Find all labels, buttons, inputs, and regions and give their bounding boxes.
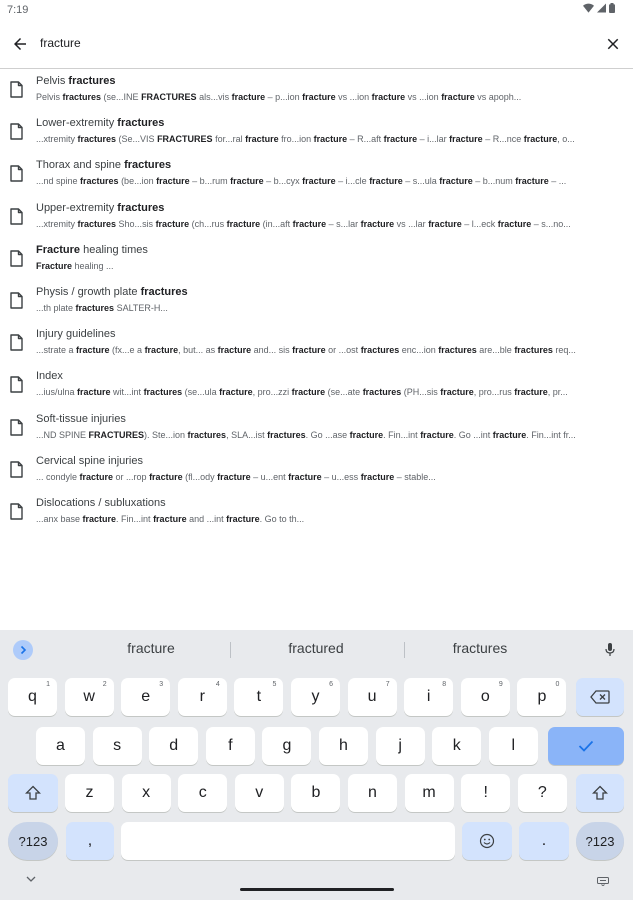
key-u[interactable] (348, 678, 397, 716)
document-icon-wrapper (10, 419, 23, 441)
result-title-match: fractures (117, 201, 165, 214)
key-label: ! (483, 784, 488, 801)
search-bar (0, 22, 633, 69)
document-icon (10, 461, 23, 478)
status-bar (0, 0, 633, 22)
arrow-back-icon (11, 35, 29, 53)
key-label: e (141, 688, 151, 705)
result-title (36, 286, 188, 298)
key-j[interactable] (376, 727, 425, 765)
search-result-item[interactable] (0, 70, 633, 112)
key-t[interactable] (234, 678, 283, 716)
result-title-text: Thorax and spine (36, 159, 125, 172)
key-label: v (255, 784, 264, 801)
result-title (36, 497, 166, 509)
comma-key[interactable]: , (66, 822, 114, 860)
document-icon (10, 419, 23, 436)
suggestion-1[interactable]: fracture (127, 640, 175, 656)
key-label: s (113, 737, 122, 754)
result-title-text: Lower-extremity (36, 117, 118, 130)
key-label: g (282, 737, 292, 754)
shift-key-left[interactable] (8, 774, 58, 812)
key-label: b (311, 784, 321, 801)
search-result-item[interactable] (0, 197, 633, 239)
key-q[interactable] (8, 678, 57, 716)
result-snippet: Fracture healing ... (36, 260, 114, 271)
result-title-match: fractures (117, 117, 165, 130)
key-label: q (28, 688, 37, 705)
result-title-match: fractures (68, 75, 116, 87)
result-snippet: ...xtremity fractures Sho...sis fracture (ch...rus fracture (in...aft fracture – s...lar fracture vs ...lar fracture – l...eck fracture – s...no... (36, 218, 571, 229)
document-icon (10, 165, 23, 182)
search-result-item[interactable] (0, 408, 633, 450)
key-y[interactable] (291, 678, 340, 716)
key-k[interactable] (432, 727, 481, 765)
suggestion-2[interactable]: fractured (288, 640, 344, 656)
key-d[interactable] (149, 727, 198, 765)
key-n[interactable] (348, 774, 397, 812)
shift-key-right[interactable] (576, 774, 624, 812)
symbols-mode-key-left[interactable]: ?123 (8, 822, 58, 860)
key-v[interactable] (235, 774, 284, 812)
wifi-icon (583, 3, 594, 13)
search-input[interactable] (40, 32, 580, 54)
key-label: w (83, 688, 95, 705)
battery-icon (609, 3, 615, 13)
key-label: o (480, 688, 490, 705)
key-hint: 2 (102, 681, 107, 688)
suggestion-3[interactable]: fractures (452, 640, 508, 656)
document-icon-wrapper (10, 208, 23, 230)
key-w[interactable] (65, 678, 114, 716)
shift-icon (592, 785, 608, 801)
result-snippet: ...xtremity fractures (Se...VIS FRACTURES for...ral fracture fro...ion fracture – R...aft fracture – i...lar fracture – R...nce fracture, o... (36, 134, 575, 145)
key-hint: 8 (442, 681, 447, 688)
result-title (36, 159, 171, 171)
key-r[interactable] (178, 678, 227, 716)
key-label: k (452, 737, 461, 754)
document-icon (10, 376, 23, 393)
symbols-mode-key-right[interactable]: ?123 (576, 822, 624, 860)
document-icon-wrapper (10, 292, 23, 314)
document-icon-wrapper (10, 461, 23, 483)
search-result-item[interactable] (0, 323, 633, 365)
result-snippet: ...nd spine fractures (be...ion fracture – b...rum fracture – b...cyx fracture – i...cle fracture – s...ula fracture – b...num fracture – ... (36, 176, 567, 187)
key-label: u (367, 688, 377, 705)
result-title-text: Injury guidelines (36, 328, 116, 341)
search-result-item[interactable] (0, 154, 633, 196)
document-icon (10, 503, 23, 520)
key-o[interactable] (461, 678, 510, 716)
key-label: y (311, 688, 320, 705)
key-label: r (199, 688, 205, 705)
back-button[interactable] (8, 32, 32, 56)
search-result-item[interactable] (0, 239, 633, 281)
key-label: m (422, 784, 436, 801)
key-l[interactable] (489, 727, 538, 765)
key-p[interactable] (517, 678, 566, 716)
key-b[interactable] (291, 774, 340, 812)
key-label: d (169, 737, 179, 754)
key-s[interactable] (93, 727, 142, 765)
search-result-item[interactable] (0, 450, 633, 492)
key-exclamation[interactable] (461, 774, 510, 812)
key-label: i (426, 688, 431, 705)
space-key[interactable] (121, 822, 455, 860)
key-label: n (368, 784, 377, 801)
status-time: 7:19 (7, 4, 29, 16)
enter-key[interactable] (548, 727, 624, 765)
key-h[interactable] (319, 727, 368, 765)
document-icon (10, 81, 23, 98)
key-label: f (228, 737, 233, 754)
key-hint: 7 (385, 681, 390, 688)
result-title (36, 455, 143, 467)
key-label: z (85, 784, 94, 801)
result-title-match: fractures (124, 159, 172, 172)
result-title-text: Pelvis (36, 75, 69, 87)
document-icon (10, 292, 23, 309)
document-icon-wrapper (10, 376, 23, 398)
document-icon (10, 334, 23, 351)
key-z[interactable] (65, 774, 114, 812)
result-title-text: Upper-extremity (36, 201, 118, 214)
voice-input-button[interactable] (602, 640, 618, 660)
key-c[interactable] (178, 774, 227, 812)
emoji-key[interactable] (462, 822, 512, 860)
keyboard-switch-icon[interactable] (597, 877, 609, 886)
document-icon-wrapper (10, 334, 23, 356)
key-hint: 4 (215, 681, 220, 688)
key-hint: 5 (272, 681, 277, 688)
suggestion-divider (230, 642, 231, 658)
hide-keyboard-icon[interactable] (26, 876, 36, 883)
result-snippet: ...strate a fracture (fx...e a fracture, but... as fracture and... sis fracture or ...ost fractures enc...ion fractures are...ble fractures req... (36, 345, 576, 356)
key-hint: 1 (46, 681, 50, 688)
result-title-text: Soft-tissue injuries (36, 412, 126, 425)
suggestion-bar (0, 630, 633, 668)
clear-search-button[interactable] (601, 32, 625, 56)
document-icon-wrapper (10, 81, 23, 103)
result-snippet: ... condyle fracture or ...rop fracture (fl...ody fracture – u...ent fracture – u...ess fracture – stable... (36, 471, 436, 482)
result-title-text: Index (36, 370, 63, 383)
result-title (36, 328, 116, 340)
key-label: p (537, 688, 547, 705)
result-title-text: Dislocations / subluxations (36, 496, 166, 509)
result-snippet: ...anx base fracture. Fin...int fracture and ...int fracture. Go to th... (36, 513, 305, 524)
checkmark-icon (578, 740, 594, 752)
key-x[interactable] (122, 774, 171, 812)
key-e[interactable] (121, 678, 170, 716)
key-label: a (56, 737, 65, 754)
result-title (36, 244, 148, 256)
shift-icon (25, 785, 41, 801)
key-hint: 3 (159, 681, 164, 688)
document-icon (10, 123, 23, 140)
search-result-item[interactable] (0, 281, 633, 323)
close-icon (604, 35, 622, 53)
document-icon (10, 208, 23, 225)
key-i[interactable] (404, 678, 453, 716)
result-title (36, 75, 115, 87)
status-icons (583, 3, 615, 13)
key-label: h (339, 737, 348, 754)
search-results-list (0, 70, 633, 534)
result-snippet: ...th plate fractures SALTER-H... (36, 302, 168, 313)
search-result-item[interactable] (0, 492, 633, 534)
key-f[interactable] (206, 727, 255, 765)
expand-toolbar-button[interactable] (13, 640, 33, 660)
signal-icon (597, 3, 606, 13)
key-question[interactable] (518, 774, 567, 812)
document-icon-wrapper (10, 165, 23, 187)
result-title-match: fractures (140, 285, 188, 298)
result-title-text: Cervical spine injuries (36, 454, 143, 467)
result-title-text: Physis / growth plate (36, 285, 141, 298)
key-m[interactable] (405, 774, 454, 812)
gesture-handle[interactable] (240, 888, 394, 891)
chevron-right-icon (18, 645, 28, 655)
backspace-key[interactable] (576, 678, 624, 716)
document-icon-wrapper (10, 250, 23, 272)
period-key[interactable]: . (519, 822, 569, 860)
result-snippet: ...ius/ulna fracture wit...int fractures (se...ula fracture, pro...zzi fracture (se...ate fractures (PH...sis fracture, pro...rus fracture, pr... (36, 387, 568, 398)
key-label: c (198, 784, 207, 801)
key-label: x (142, 784, 151, 801)
result-snippet: Pelvis fractures (se...INE FRACTURES als...vis fracture – p...ion fracture vs ...ion fracture vs ...ion fracture vs apoph... (36, 92, 522, 102)
document-icon (10, 250, 23, 267)
search-result-item[interactable] (0, 365, 633, 407)
result-title (36, 202, 164, 214)
key-a[interactable] (36, 727, 85, 765)
key-label: ? (537, 784, 547, 801)
result-snippet: ...ND SPINE FRACTURES). Ste...ion fractures, SLA...ist fractures. Go ...ase fracture. Fin...int fracture. Go ...int fracture. Fin...int fr... (36, 429, 576, 440)
key-label: j (398, 737, 402, 754)
key-label: l (511, 737, 516, 754)
result-title (36, 370, 63, 382)
key-hint: 9 (498, 681, 503, 688)
result-title (36, 413, 126, 425)
result-title (36, 117, 164, 129)
search-result-item[interactable] (0, 112, 633, 154)
document-icon-wrapper (10, 123, 23, 145)
result-title-match: Fracture (36, 243, 81, 256)
key-hint: 0 (555, 681, 560, 688)
document-icon-wrapper (10, 503, 23, 525)
key-hint: 6 (329, 681, 333, 688)
soft-keyboard (0, 630, 633, 900)
backspace-icon (590, 690, 610, 704)
mic-icon (605, 643, 615, 657)
result-title-text: healing times (80, 243, 148, 256)
emoji-icon (479, 833, 495, 849)
key-g[interactable] (262, 727, 311, 765)
key-label: t (256, 688, 262, 705)
